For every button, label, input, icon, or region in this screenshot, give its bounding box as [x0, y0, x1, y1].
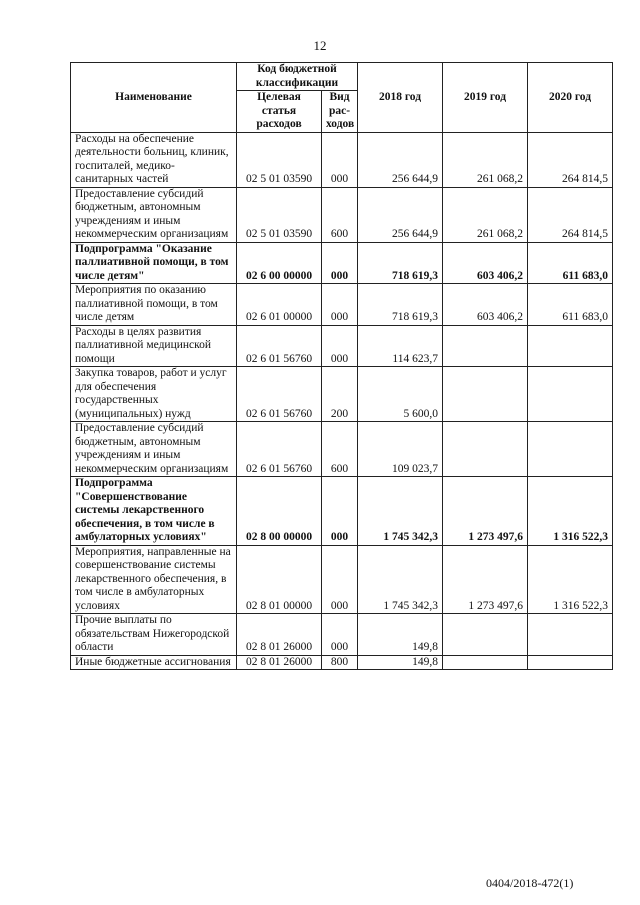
row-value-2018: 149,8: [358, 614, 443, 656]
row-value-2018: 1 745 342,3: [358, 545, 443, 614]
table-row: [71, 545, 613, 614]
table-row: [71, 367, 613, 422]
row-value-2019: 261 068,2: [443, 187, 528, 242]
row-expense-kind: 600: [322, 187, 358, 242]
header-target-article: Целевая статья расходов: [237, 91, 322, 133]
row-name: Предоставление субсидий бюджетным, автономным учреждениям и иным некоммерческим организациям: [71, 187, 237, 242]
row-target-code: 02 8 00 00000: [237, 477, 322, 546]
row-value-2019: [443, 422, 528, 477]
row-value-2020: 1 316 522,3: [528, 477, 613, 546]
row-value-2018: 256 644,9: [358, 132, 443, 187]
row-value-2019: 1 273 497,6: [443, 545, 528, 614]
row-target-code: 02 6 01 56760: [237, 367, 322, 422]
row-name: Мероприятия по оказанию паллиативной помощи, в том числе детям: [71, 284, 237, 326]
row-target-code: 02 5 01 03590: [237, 132, 322, 187]
row-name: Подпрограмма "Оказание паллиативной помощи, в том числе детям": [71, 242, 237, 284]
row-target-code: 02 6 01 56760: [237, 422, 322, 477]
row-value-2019: [443, 367, 528, 422]
row-expense-kind: 800: [322, 655, 358, 670]
header-classification: Код бюджетной классификации: [237, 63, 358, 91]
row-expense-kind: 000: [322, 614, 358, 656]
row-name: Расходы в целях развития паллиативной медицинской помощи: [71, 325, 237, 367]
row-value-2019: 603 406,2: [443, 242, 528, 284]
row-expense-kind: 600: [322, 422, 358, 477]
row-name: Мероприятия, направленные на совершенствование системы лекарственного обеспечения, в том числе в амбулаторных условиях: [71, 545, 237, 614]
row-target-code: 02 8 01 26000: [237, 655, 322, 670]
row-expense-kind: 200: [322, 367, 358, 422]
table-row: [71, 132, 613, 187]
table-row: [71, 325, 613, 367]
table-row: [71, 422, 613, 477]
header-name: Наименование: [71, 63, 237, 133]
header-expense-kind: Вид рас-ходов: [322, 91, 358, 133]
row-expense-kind: 000: [322, 325, 358, 367]
row-name: Прочие выплаты по обязательствам Нижегородской области: [71, 614, 237, 656]
row-name: Иные бюджетные ассигнования: [71, 655, 237, 670]
table-row: [71, 614, 613, 656]
row-value-2018: 256 644,9: [358, 187, 443, 242]
header-row: [71, 63, 613, 91]
table-row: [71, 187, 613, 242]
header-2020: 2020 год: [528, 63, 613, 133]
row-expense-kind: 000: [322, 545, 358, 614]
row-name: Закупка товаров, работ и услуг для обеспечения государственных (муниципальных) нужд: [71, 367, 237, 422]
row-value-2018: 149,8: [358, 655, 443, 670]
row-value-2018: 114 623,7: [358, 325, 443, 367]
row-value-2018: 5 600,0: [358, 367, 443, 422]
row-value-2020: [528, 422, 613, 477]
table-row-subprogram: [71, 477, 613, 546]
row-value-2020: 264 814,5: [528, 187, 613, 242]
row-value-2020: 611 683,0: [528, 284, 613, 326]
row-value-2019: 1 273 497,6: [443, 477, 528, 546]
row-name: Подпрограмма "Совершенствование системы лекарственного обеспечения, в том числе в амбулаторных условиях": [71, 477, 237, 546]
row-expense-kind: 000: [322, 477, 358, 546]
table-row-subprogram: [71, 242, 613, 284]
row-target-code: 02 8 01 26000: [237, 614, 322, 656]
row-value-2018: 718 619,3: [358, 284, 443, 326]
page-number: 12: [313, 38, 327, 53]
row-value-2018: 718 619,3: [358, 242, 443, 284]
row-name: Расходы на обеспечение деятельности больниц, клиник, госпиталей, медико-санитарных частей: [71, 132, 237, 187]
row-target-code: 02 6 01 56760: [237, 325, 322, 367]
budget-table: [70, 62, 613, 670]
row-value-2020: [528, 614, 613, 656]
row-expense-kind: 000: [322, 284, 358, 326]
row-value-2020: [528, 367, 613, 422]
row-target-code: 02 6 00 00000: [237, 242, 322, 284]
row-value-2019: [443, 655, 528, 670]
row-expense-kind: 000: [322, 242, 358, 284]
row-value-2018: 1 745 342,3: [358, 477, 443, 546]
row-value-2020: 264 814,5: [528, 132, 613, 187]
row-value-2020: 1 316 522,3: [528, 545, 613, 614]
row-value-2019: [443, 325, 528, 367]
document-code: 0404/2018-472(1): [486, 876, 574, 890]
row-value-2019: 603 406,2: [443, 284, 528, 326]
table-row: [71, 284, 613, 326]
header-2018: 2018 год: [358, 63, 443, 133]
header-2019: 2019 год: [443, 63, 528, 133]
row-target-code: 02 5 01 03590: [237, 187, 322, 242]
row-value-2019: 261 068,2: [443, 132, 528, 187]
row-value-2019: [443, 614, 528, 656]
table-row: [71, 655, 613, 670]
row-name: Предоставление субсидий бюджетным, автономным учреждениям и иным некоммерческим организациям: [71, 422, 237, 477]
row-value-2018: 109 023,7: [358, 422, 443, 477]
row-target-code: 02 6 01 00000: [237, 284, 322, 326]
row-value-2020: 611 683,0: [528, 242, 613, 284]
row-value-2020: [528, 325, 613, 367]
row-value-2020: [528, 655, 613, 670]
row-target-code: 02 8 01 00000: [237, 545, 322, 614]
row-expense-kind: 000: [322, 132, 358, 187]
